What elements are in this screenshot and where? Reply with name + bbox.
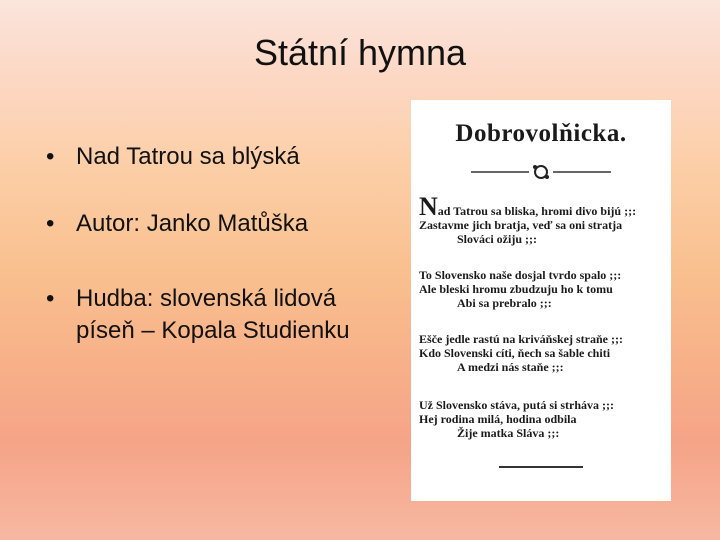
stanza-4: [419, 398, 665, 440]
stanza-line: Ešče jedle rastú na kriváňskej straňe ;;:: [419, 332, 623, 346]
bullet-text: Autor: Janko Matůška: [76, 210, 309, 237]
stanza-line: To Slovensko naše dosjal tvrdo spalo ;;:: [419, 268, 622, 282]
end-divider: [499, 466, 583, 468]
bullet-text-line: Hudba: slovenská lidová: [76, 285, 337, 312]
stanza-line: Nad Tatrou sa bliska, hromi divo bijú ;;:: [419, 192, 637, 221]
stanza-line: Žije matka Sláva ;;:: [457, 426, 560, 440]
stanza-line: Kdo Slovenski cíti, ňech sa šable chiti: [419, 346, 611, 360]
bullet-text-line: píseň – Kopala Studienku: [76, 317, 350, 344]
dropcap-letter: N: [419, 192, 438, 221]
anthem-scan-image: [411, 100, 671, 501]
bullet-dot-icon: •: [46, 210, 55, 237]
bullet-item-music: [42, 283, 350, 347]
slide-title: Státní hymna: [253, 32, 467, 73]
stanza-line: Hej rodina milá, hodina odbila: [419, 412, 577, 426]
bullet-dot-icon: •: [46, 143, 55, 170]
scan-title: Dobrovolňicka.: [455, 120, 627, 147]
stanza-line: Ale bleski hromu zbudzuju ho k tomu: [419, 282, 613, 296]
stanza-line: Zastavme jich bratja, veď sa oni stratja: [419, 218, 623, 232]
stanza-2: [419, 268, 665, 310]
stanza-line: Už Slovensko stáva, putá si strháva ;;:: [419, 398, 615, 412]
stanza-3: [419, 332, 665, 374]
stanza-line: A medzi nás staňe ;;:: [457, 360, 564, 374]
bullet-item-anthem: [42, 141, 300, 173]
bullet-text: Nad Tatrou sa blýská: [76, 143, 300, 170]
bullet-dot-icon: •: [46, 285, 55, 312]
ornament-divider-icon: [471, 162, 611, 182]
bullet-item-author: [42, 208, 308, 240]
stanza-line: Slováci ožiju ;;:: [457, 232, 537, 246]
stanza-1: [419, 192, 665, 246]
stanza-line: Abi sa prebralo ;;:: [457, 296, 552, 310]
